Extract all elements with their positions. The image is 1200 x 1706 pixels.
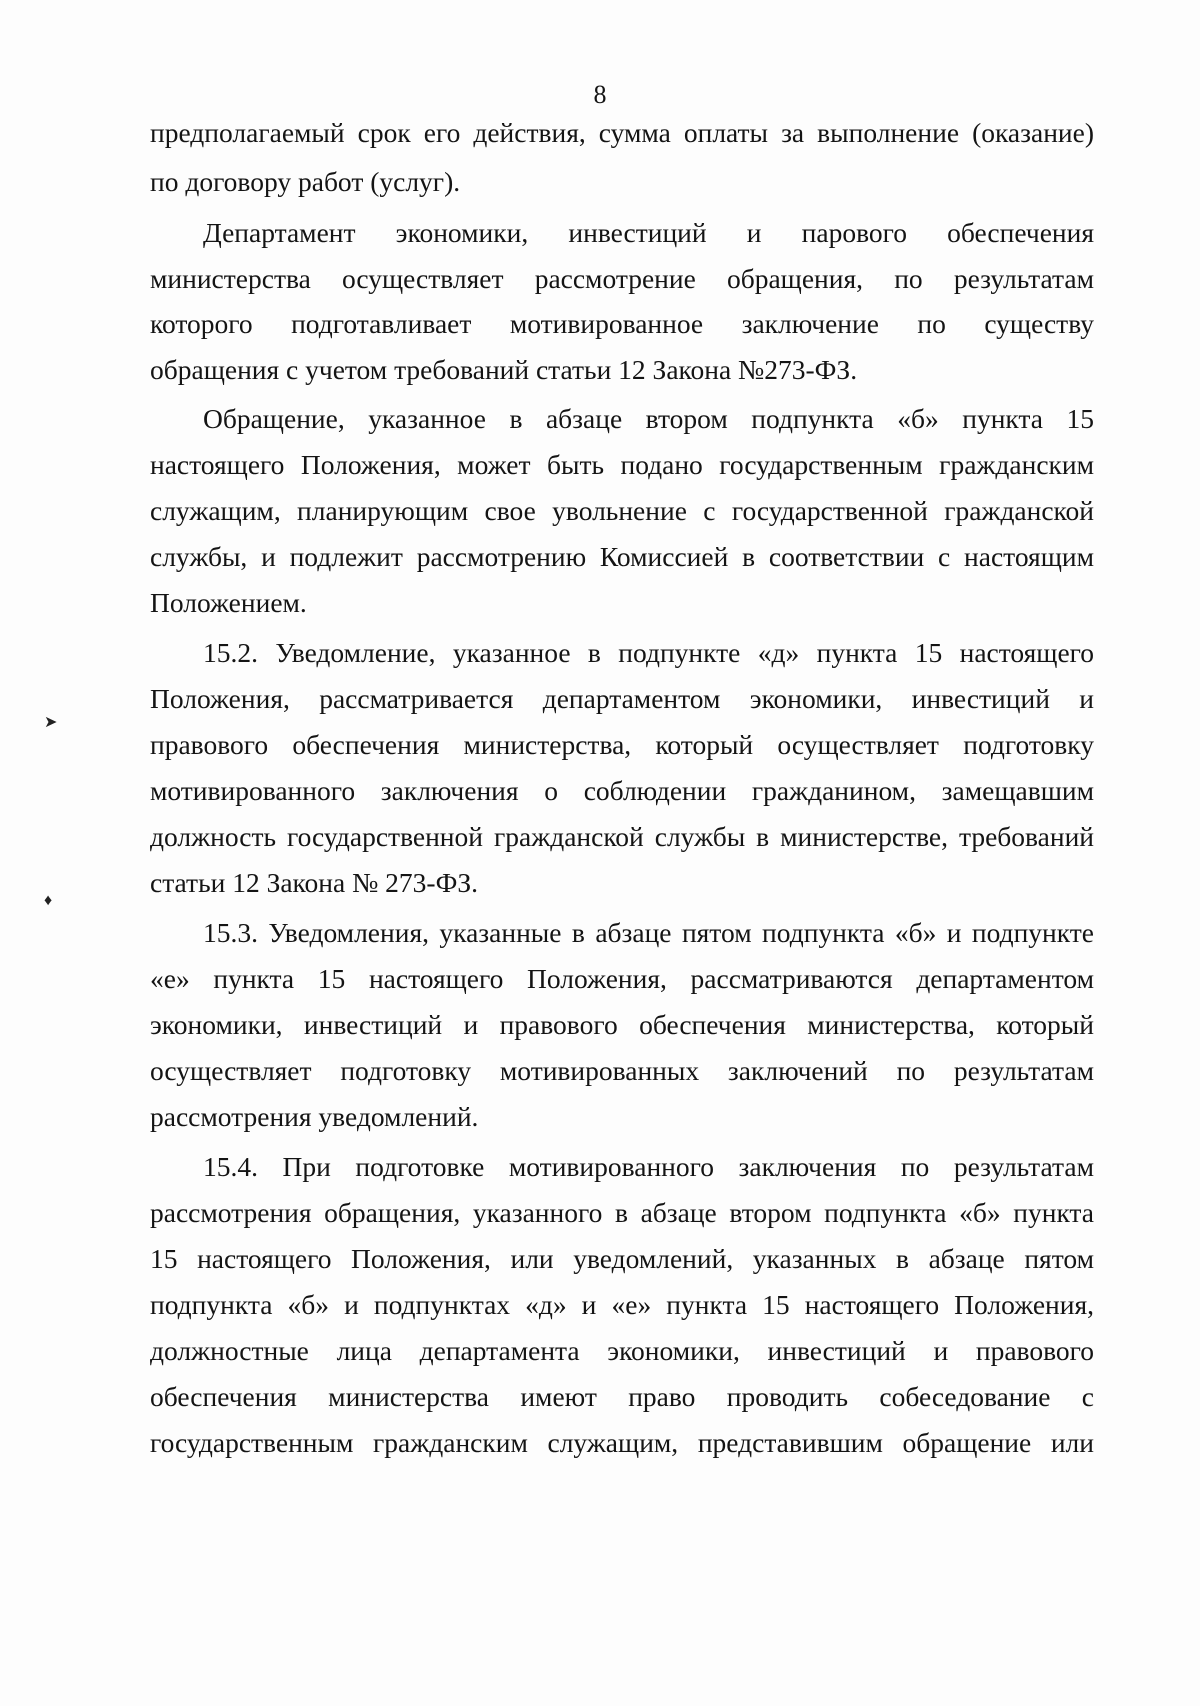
text-line: 15.4. При подготовке мотивированного заключения по результатам [203,1151,1094,1182]
scan-mark-arrow-icon: ♦ [44,892,53,909]
text-line: Положением. [150,587,307,618]
text-line: Обращение, указанное в абзаце втором подпункта «б» пункта 15 [203,403,1094,434]
text-line: государственным гражданским служащим, представившим обращение или [150,1427,1094,1458]
page-number: 8 [593,80,607,109]
text-line: Положения, рассматривается департаментом экономики, инвестиций и [150,683,1094,714]
text-line: должностные лица департамента экономики, инвестиций и правового [150,1335,1094,1366]
text-line: 15.2. Уведомление, указанное в подпункте «д» пункта 15 настоящего [203,637,1094,668]
text-line: настоящего Положения, может быть подано государственным гражданским [150,449,1094,480]
text-line: мотивированного заключения о соблюдении гражданином, замещавшим [150,775,1094,806]
text-line: обращения с учетом требований статьи 12 Закона №273-ФЗ. [150,354,858,385]
text-line: министерства осуществляет рассмотрение обращения, по результатам [150,263,1094,294]
text-line: рассмотрения уведомлений. [150,1101,479,1132]
text-line: рассмотрения обращения, указанного в абзаце втором подпункта «б» пункта [150,1197,1094,1228]
text-line: 15.3. Уведомления, указанные в абзаце пятом подпункта «б» и подпункте [203,917,1094,948]
text-line: должность государственной гражданской службы в министерстве, требований [150,821,1094,852]
text-line: по договору работ (услуг). [150,166,461,197]
text-line: которого подготавливает мотивированное заключение по существу [150,308,1094,339]
text-line: правового обеспечения министерства, который осуществляет подготовку [150,729,1094,760]
text-line: подпункта «б» и подпунктах «д» и «е» пункта 15 настоящего Положения, [150,1289,1094,1320]
text-line: Департамент экономики, инвестиций и парового обеспечения [203,217,1094,248]
text-line: «е» пункта 15 настоящего Положения, рассматриваются департаментом [150,963,1094,994]
text-line: обеспечения министерства имеют право проводить собеседование с [150,1381,1094,1412]
text-line: службы, и подлежит рассмотрению Комиссией в соответствии с настоящим [150,541,1094,572]
scan-mark-arrow-icon: ➤ [44,714,58,731]
text-line: экономики, инвестиций и правового обеспечения министерства, который [150,1009,1094,1040]
text-line: служащим, планирующим свое увольнение с государственной гражданской [150,495,1094,526]
text-line: статьи 12 Закона № 273-ФЗ. [150,867,478,898]
text-line: 15 настоящего Положения, или уведомлений, указанных в абзаце пятом [150,1243,1094,1274]
text-line: предполагаемый срок его действия, сумма оплаты за выполнение (оказание) [150,117,1094,148]
text-line: осуществляет подготовку мотивированных заключений по результатам [150,1055,1094,1086]
